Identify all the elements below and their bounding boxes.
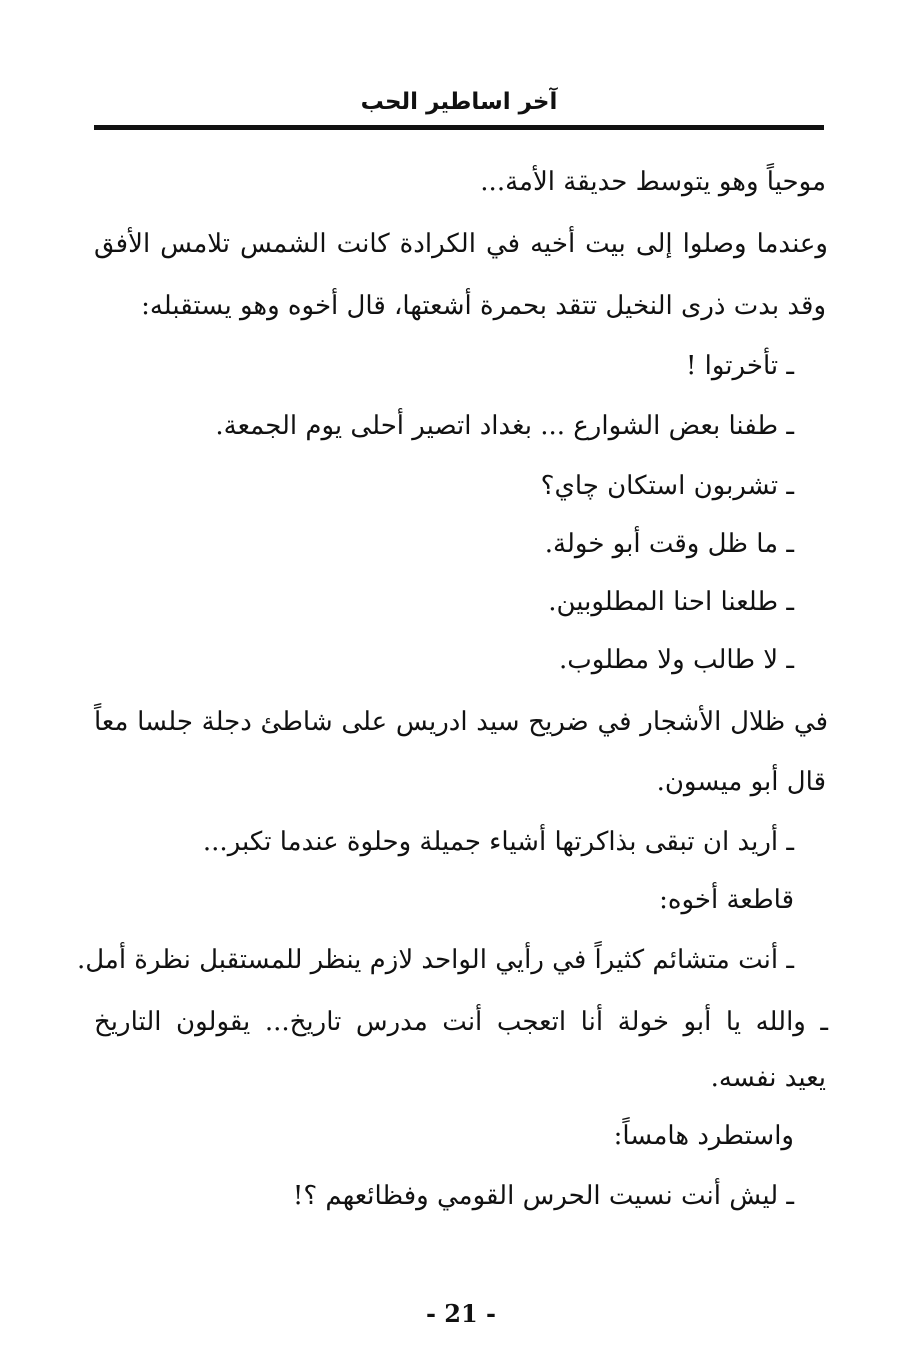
dialogue-line-3: ـ تشربون استكان چاي؟ — [540, 471, 794, 501]
running-title: آخر اساطير الحب — [360, 89, 558, 115]
text-line-1: موحياً وهو يتوسط حديقة الأمة... — [480, 167, 826, 197]
header-rule — [94, 125, 824, 130]
dialogue-line-1: ـ تأخرتوا ! — [685, 351, 794, 381]
text-line-2: وعندما وصلوا إلى بيت أخيه في الكرادة كانت الشمس تلامس الأفق — [94, 229, 828, 259]
text-line-7: يعيد نفسه. — [710, 1063, 826, 1093]
page-number: - 21 - — [425, 1299, 497, 1328]
text-line-5: قال أبو ميسون. — [656, 767, 826, 797]
dialogue-line-9: ـ والله يا أبو خولة أنا اتعجب أنت مدرس تاريخ... يقولون التاريخ — [94, 1007, 829, 1037]
text-line-3: وقد بدت ذرى النخيل تتقد بحمرة أشعتها، قال أخوه وهو يستقبله: — [141, 291, 826, 321]
text-line-4: في ظلال الأشجار في ضريح سيد ادريس على شاطئ دجلة جلسا معاً — [94, 707, 828, 737]
dialogue-line-8: ـ أنت متشائم كثيراً في رأيي الواحد لازم ينظر للمستقبل نظرة أمل. — [76, 945, 794, 975]
text-line-8: واستطرد هامساً: — [613, 1121, 794, 1151]
dialogue-line-6: ـ لا طالب ولا مطلوب. — [559, 645, 794, 675]
dialogue-line-10: ـ ليش أنت نسيت الحرس القومي وفظائعهم ؟! — [292, 1181, 794, 1211]
dialogue-line-4: ـ ما ظل وقت أبو خولة. — [544, 529, 794, 559]
dialogue-line-5: ـ طلعنا احنا المطلوبين. — [548, 587, 794, 617]
dialogue-line-2: ـ طفنا بعض الشوارع ... بغداد اتصير أحلى يوم الجمعة. — [215, 411, 794, 441]
dialogue-line-7: ـ أريد ان تبقى بذاكرتها أشياء جميلة وحلوة عندما تكبر... — [202, 827, 794, 857]
text-line-6: قاطعة أخوه: — [659, 885, 794, 915]
